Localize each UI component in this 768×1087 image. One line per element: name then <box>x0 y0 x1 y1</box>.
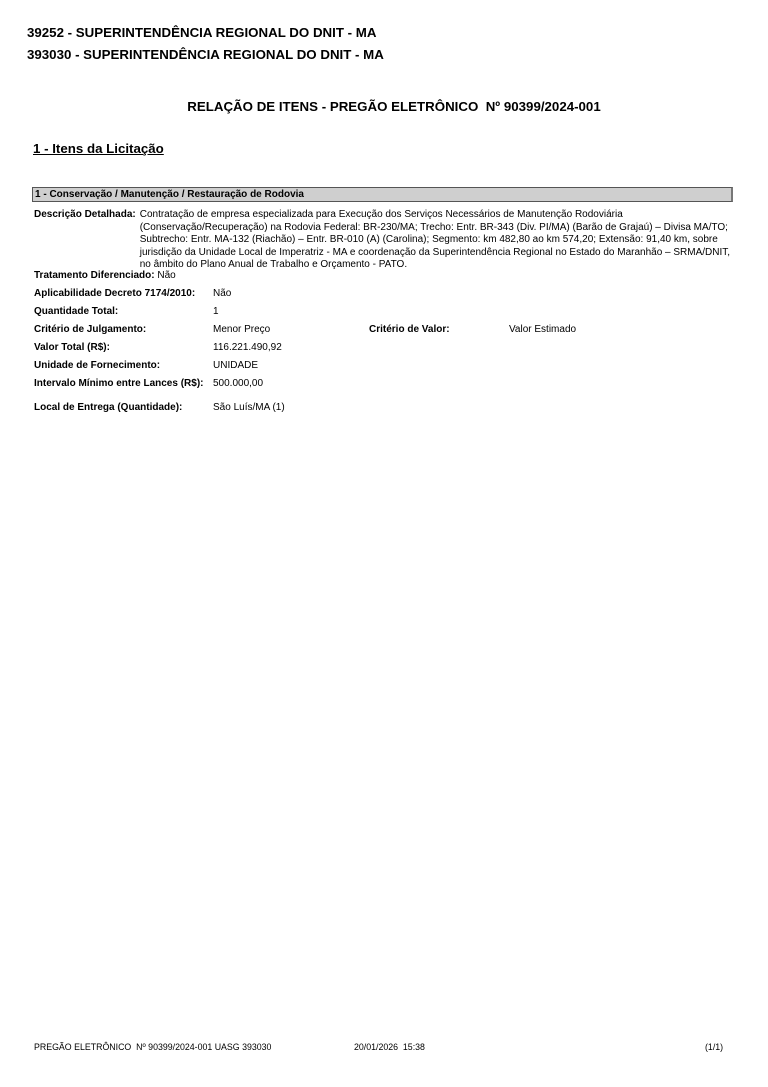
field-value: 1 <box>213 306 219 317</box>
field-label: Unidade de Fornecimento: <box>34 360 161 371</box>
field-value: 116.221.490,92 <box>213 342 282 353</box>
footer-page-number: (1/1) <box>705 1042 724 1052</box>
criterio-valor-value: Valor Estimado <box>509 324 577 335</box>
field-label: Quantidade Total: <box>34 306 119 317</box>
description-value: Contratação de empresa especializada para Execução dos Serviços Necessários de Manutenção Rodoviária (Conservação/Recuperação) na Rodovia Federal: BR-230/MA; Trecho: Entr. BR-343 (Div. PI/MA) (Barão de Grajaú) – Divisa MA/TO; Subtrecho: Entr. MA-132 (Riachão) – Entr. BR-010 (A) (Carolina); Segmento: km 482,80 ao km 574,20; Extensão: 91,40 km, sobre jurisdição da Unidade Local de Imperatriz - MA e coordenação da Superintendência Regional no Estado do Maranhão – SRMA/DNIT, no âmbito do Plano Anual de Trabalho e Orçamento - PATO. <box>139 209 731 271</box>
field-label: Intervalo Mínimo entre Lances (R$): <box>34 378 204 389</box>
field-label: Critério de Julgamento: <box>34 324 147 335</box>
footer-document-ref: PREGÃO ELETRÔNICO Nº 90399/2024-001 UASG 393030 <box>34 1042 272 1052</box>
org-line-1: 39252 - SUPERINTENDÊNCIA REGIONAL DO DNIT - MA <box>27 25 377 40</box>
field-value: 500.000,00 <box>213 378 264 389</box>
description-label: Descrição Detalhada: <box>34 209 136 220</box>
field-value: Não <box>213 288 232 299</box>
footer-datetime: 20/01/2026 15:38 <box>354 1042 425 1052</box>
document-title: RELAÇÃO DE ITENS - PREGÃO ELETRÔNICO Nº 90399/2024-001 <box>187 99 601 114</box>
tratamento-value: Não <box>157 270 176 281</box>
field-label: Local de Entrega (Quantidade): <box>34 402 183 413</box>
tratamento-label: Tratamento Diferenciado: <box>34 270 155 281</box>
org-line-2: 393030 - SUPERINTENDÊNCIA REGIONAL DO DNIT - MA <box>27 47 384 62</box>
section-title: 1 - Itens da Licitação <box>33 141 164 156</box>
field-label: Valor Total (R$): <box>34 342 110 353</box>
tratamento-row <box>34 270 176 283</box>
field-value: UNIDADE <box>213 360 259 371</box>
field-label: Critério de Valor: <box>369 324 450 335</box>
field-criterio-valor <box>369 324 450 335</box>
description-row <box>34 209 734 272</box>
item-header-bar: 1 - Conservação / Manutenção / Restauração de Rodovia <box>32 187 733 202</box>
field-value: São Luís/MA (1) <box>213 402 285 413</box>
field-value: Menor Preço <box>213 324 271 335</box>
field-label: Aplicabilidade Decreto 7174/2010: <box>34 288 196 299</box>
